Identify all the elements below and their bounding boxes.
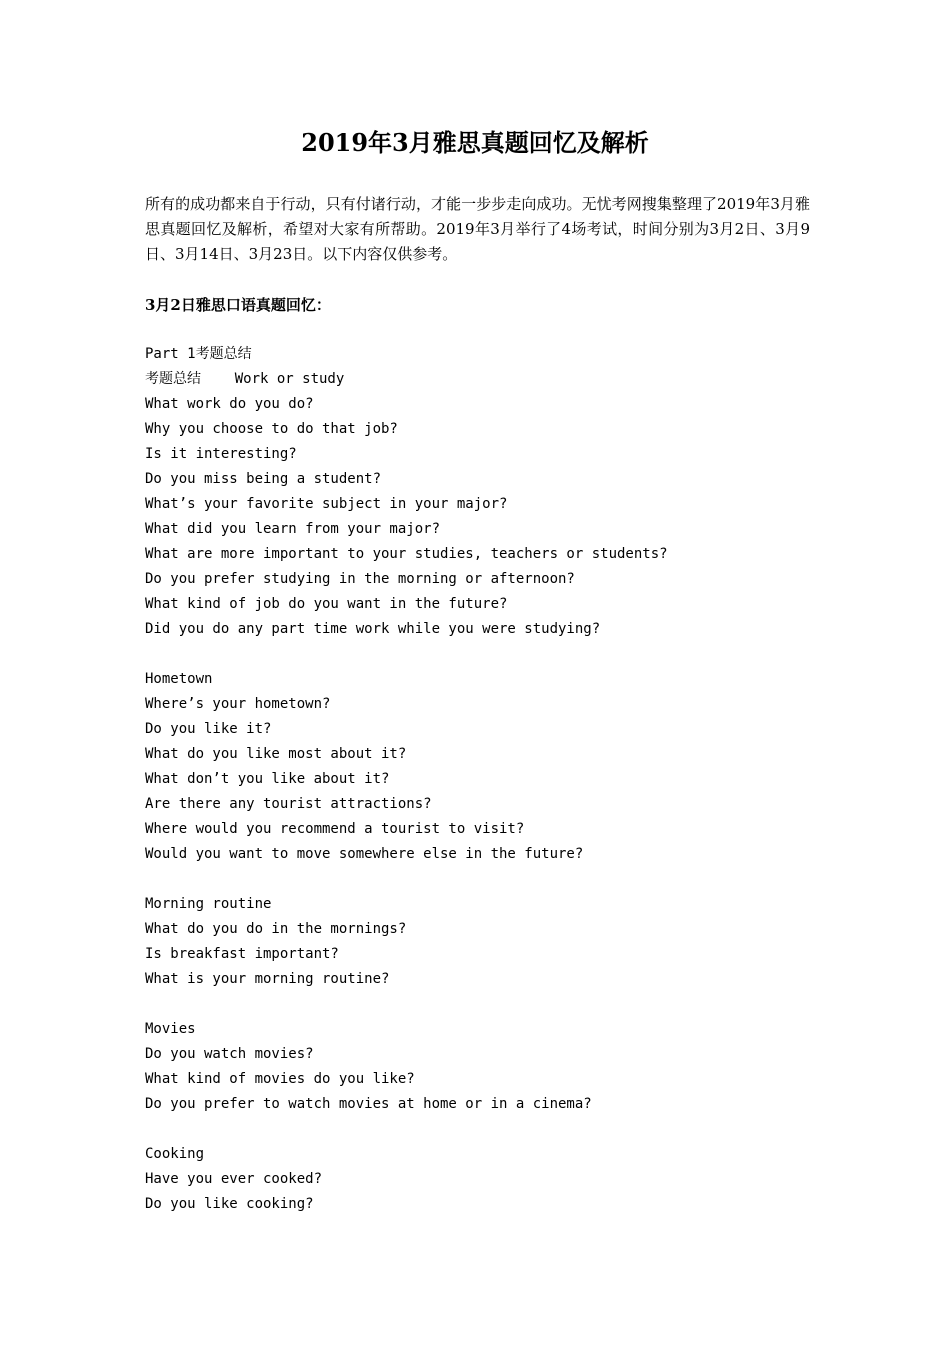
document-title: 2019年3月雅思真题回忆及解析 [301, 128, 649, 157]
topic-group-work [145, 342, 845, 642]
question-list [145, 342, 845, 1242]
question-line: Have you ever cooked? [145, 1171, 323, 1187]
question-line: Is breakfast important? [145, 946, 339, 962]
topic-title: Part 1考题总结 [145, 346, 252, 362]
question-line: Where’s your hometown? [145, 696, 331, 712]
question-line: What work do you do? [145, 396, 314, 412]
question-line: What kind of movies do you like? [145, 1071, 415, 1087]
question-line: Is it interesting? [145, 446, 297, 462]
question-line: Why you choose to do that job? [145, 421, 398, 437]
question-line: Do you prefer studying in the morning or afternoon? [145, 571, 575, 587]
topic-group-hometown [145, 667, 845, 867]
section-heading: 3月2日雅思口语真题回忆： [145, 296, 331, 314]
question-line: What did you learn from your major? [145, 521, 441, 537]
question-line: Do you like it? [145, 721, 272, 737]
question-line: What do you like most about it? [145, 746, 407, 762]
topic-title: Movies [145, 1021, 196, 1037]
topic-group-cooking [145, 1142, 845, 1217]
question-line: Do you prefer to watch movies at home or in a cinema? [145, 1096, 592, 1112]
question-line: Do you like cooking? [145, 1196, 314, 1212]
question-line: What is your morning routine? [145, 971, 390, 987]
question-line: Did you do any part time work while you were studying? [145, 621, 601, 637]
question-line: What don’t you like about it? [145, 771, 390, 787]
question-line: Do you miss being a student? [145, 471, 382, 487]
topic-title: Cooking [145, 1146, 205, 1162]
question-line: What are more important to your studies, teachers or students? [145, 546, 668, 562]
question-line: What’s your favorite subject in your major? [145, 496, 508, 512]
topic-group-morning-routine [145, 892, 845, 992]
intro-paragraph: 所有的成功都来自于行动，只有付诸行动，才能一步步走向成功。无忧考网搜集整理了2019年3月雅思真题回忆及解析，希望对大家有所帮助。2019年3月举行了4场考试，时间分别为3月2日、3月9日、3月14日、3月23日。以下内容仅供参考。 [145, 195, 810, 263]
topic-group-movies [145, 1017, 845, 1117]
question-line: Are there any tourist attractions? [145, 796, 432, 812]
question-line: What kind of job do you want in the future? [145, 596, 508, 612]
topic-title: Morning routine [145, 896, 272, 912]
question-line: What do you do in the mornings? [145, 921, 407, 937]
question-line: Do you watch movies? [145, 1046, 314, 1062]
question-line: Where would you recommend a tourist to visit? [145, 821, 525, 837]
question-line: Would you want to move somewhere else in the future? [145, 846, 584, 862]
question-line: 考题总结 Work or study [145, 371, 345, 387]
topic-title: Hometown [145, 671, 213, 687]
